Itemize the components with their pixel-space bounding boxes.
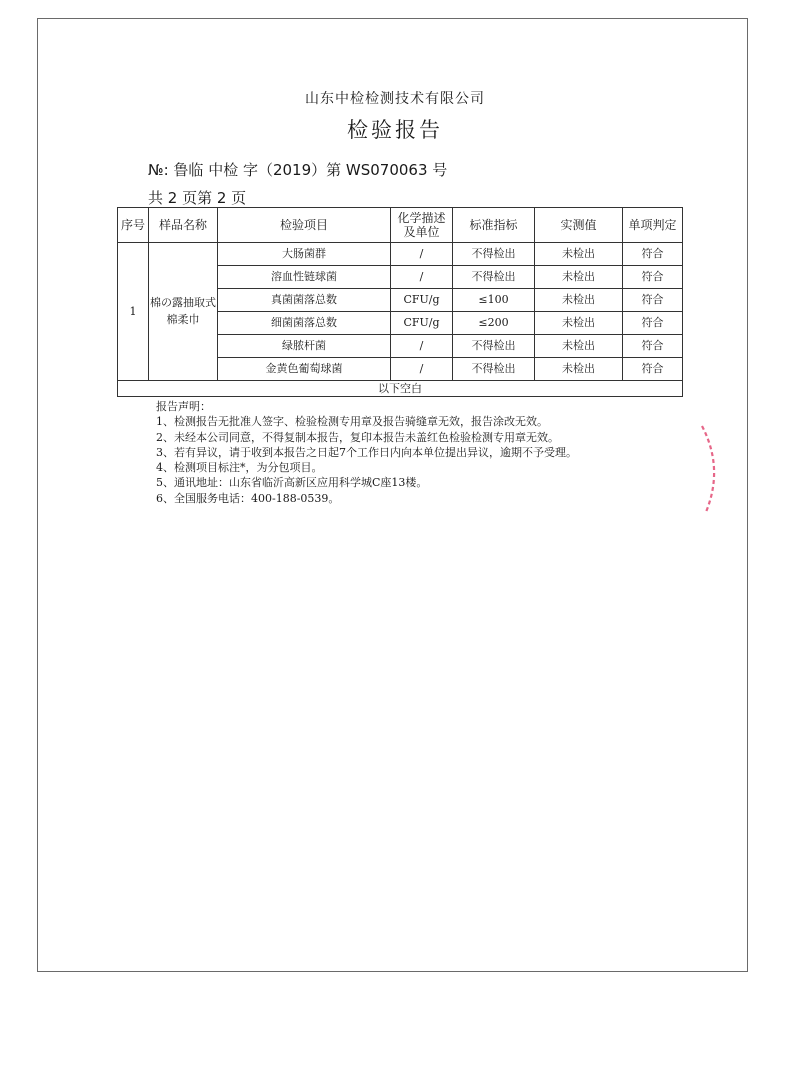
cell-standard: 不得检出	[453, 358, 535, 381]
report-statement	[156, 399, 577, 506]
header-judgment: 单项判定	[623, 208, 683, 243]
cell-unit: CFU/g	[391, 312, 453, 335]
cell-measured: 未检出	[535, 312, 623, 335]
cell-item: 大肠菌群	[218, 243, 391, 266]
header-unit-line1: 化学描述	[397, 210, 446, 225]
seal-stamp-edge	[690, 418, 730, 518]
cell-standard: 不得检出	[453, 266, 535, 289]
cell-judgment: 符合	[623, 266, 683, 289]
cell-unit: /	[391, 335, 453, 358]
header-index: 序号	[118, 208, 149, 243]
cell-item: 溶血性链球菌	[218, 266, 391, 289]
report-number: №: 鲁临 中检 字（2019）第 WS070063 号	[148, 161, 448, 179]
cell-unit: /	[391, 266, 453, 289]
cell-standard: ≤200	[453, 312, 535, 335]
cell-item: 细菌菌落总数	[218, 312, 391, 335]
cell-judgment: 符合	[623, 358, 683, 381]
cell-measured: 未检出	[535, 243, 623, 266]
cell-standard: ≤100	[453, 289, 535, 312]
cell-measured: 未检出	[535, 358, 623, 381]
cell-measured: 未检出	[535, 289, 623, 312]
cell-judgment: 符合	[623, 335, 683, 358]
statement-item: 1、检测报告无批准人签字、检验检测专用章及报告骑缝章无效，报告涂改无效。	[156, 415, 548, 429]
cell-unit: /	[391, 243, 453, 266]
table-row	[118, 243, 683, 266]
cell-judgment: 符合	[623, 312, 683, 335]
blank-note: 以下空白	[118, 381, 683, 397]
header-measured: 实测值	[535, 208, 623, 243]
cell-measured: 未检出	[535, 266, 623, 289]
statement-item: 3、若有异议，请于收到本报告之日起7个工作日内向本单位提出异议，逾期不予受理。	[156, 445, 577, 459]
table-header-row	[118, 208, 683, 243]
header-standard: 标准指标	[453, 208, 535, 243]
company-name: 山东中检检测技术有限公司	[305, 91, 485, 107]
statement-heading: 报告声明：	[156, 400, 211, 413]
cell-unit: /	[391, 358, 453, 381]
cell-judgment: 符合	[623, 289, 683, 312]
page-info: 共 2 页第 2 页	[148, 189, 247, 207]
statement-item: 4、检测项目标注*，为分包项目。	[156, 461, 323, 475]
cell-judgment: 符合	[623, 243, 683, 266]
cell-item: 真菌菌落总数	[218, 289, 391, 312]
report-title: 检验报告	[347, 118, 443, 142]
sample-name-line1: 棉の露抽取式	[150, 296, 216, 309]
sample-name-line2: 棉柔巾	[166, 312, 200, 326]
cell-standard: 不得检出	[453, 335, 535, 358]
inspection-table	[117, 207, 683, 397]
cell-item: 绿脓杆菌	[218, 335, 391, 358]
header-unit	[391, 208, 453, 243]
sample-index: 1	[118, 243, 149, 381]
table-blank-row	[118, 381, 683, 397]
statement-item: 2、未经本公司同意，不得复制本报告，复印本报告未盖红色检验检测专用章无效。	[156, 430, 559, 444]
statement-item: 6、全国服务电话：400-188-0539。	[156, 491, 340, 505]
header-unit-line2: 及单位	[403, 225, 440, 239]
header-sample: 样品名称	[149, 208, 218, 243]
sample-name	[149, 243, 218, 381]
statement-item: 5、通讯地址：山东省临沂高新区应用科学城C座13楼。	[156, 476, 428, 490]
cell-measured: 未检出	[535, 335, 623, 358]
cell-item: 金黄色葡萄球菌	[218, 358, 391, 381]
header-item: 检验项目	[218, 208, 391, 243]
cell-unit: CFU/g	[391, 289, 453, 312]
cell-standard: 不得检出	[453, 243, 535, 266]
